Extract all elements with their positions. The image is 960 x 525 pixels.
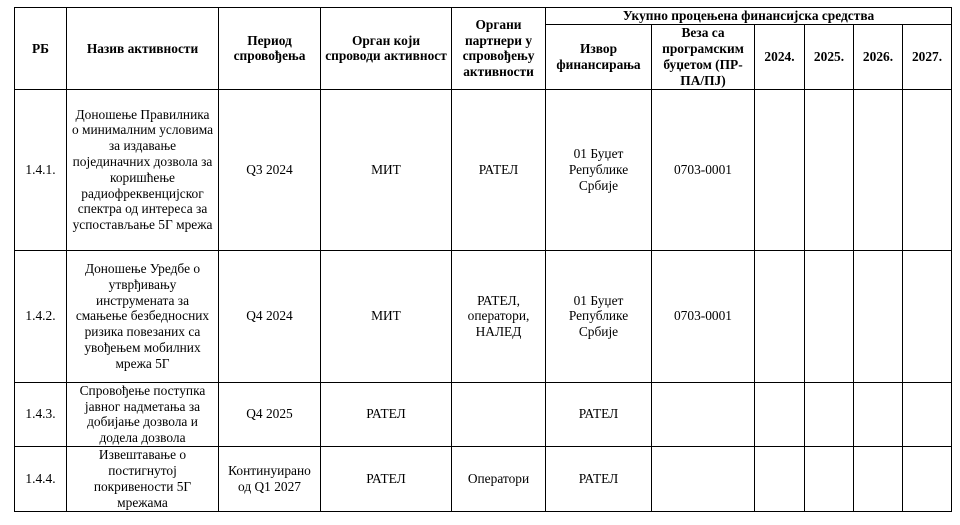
cell-activity-name: Доношење Уредбе о утврђивању инструмената за смањење безбедносних ризика повезаних са увођењем мобилних мрежа 5Г bbox=[67, 250, 219, 382]
cell-year-2027 bbox=[903, 89, 952, 250]
cell-year-2026 bbox=[854, 89, 903, 250]
cell-rb: 1.4.3. bbox=[15, 382, 67, 446]
activity-plan-table bbox=[14, 7, 952, 512]
header-partners: Органи партнери у спровођењу активности bbox=[452, 8, 546, 90]
cell-period: Q4 2025 bbox=[219, 382, 321, 446]
cell-organ: РАТЕЛ bbox=[321, 382, 452, 446]
cell-rb: 1.4.2. bbox=[15, 250, 67, 382]
cell-year-2026 bbox=[854, 446, 903, 511]
cell-year-2025 bbox=[805, 446, 854, 511]
header-activity-name: Назив активности bbox=[67, 8, 219, 90]
cell-year-2025 bbox=[805, 382, 854, 446]
header-program-budget: Веза са програмским буџетом (ПР-ПА/ПЈ) bbox=[652, 24, 755, 89]
table-row bbox=[15, 250, 952, 382]
cell-year-2024 bbox=[755, 446, 805, 511]
cell-organ: РАТЕЛ bbox=[321, 446, 452, 511]
table-row bbox=[15, 89, 952, 250]
header-year-2026: 2026. bbox=[854, 24, 903, 89]
cell-year-2024 bbox=[755, 89, 805, 250]
cell-activity-name: Доношење Правилника о минималним условима за издавање појединачних дозвола за коришћење радиофреквенцијског спектра од интереса за успостављање 5Г мрежа bbox=[67, 89, 219, 250]
cell-program-budget: 0703-0001 bbox=[652, 89, 755, 250]
cell-organ: МИТ bbox=[321, 250, 452, 382]
cell-year-2024 bbox=[755, 382, 805, 446]
cell-partners: РАТЕЛ bbox=[452, 89, 546, 250]
header-year-2027: 2027. bbox=[903, 24, 952, 89]
cell-partners: Оператори bbox=[452, 446, 546, 511]
cell-period: Q3 2024 bbox=[219, 89, 321, 250]
cell-period: Q4 2024 bbox=[219, 250, 321, 382]
cell-program-budget bbox=[652, 446, 755, 511]
header-finance-group: Укупно процењена финансијска средства bbox=[546, 8, 952, 25]
cell-rb: 1.4.1. bbox=[15, 89, 67, 250]
cell-funding-source: РАТЕЛ bbox=[546, 382, 652, 446]
cell-year-2027 bbox=[903, 250, 952, 382]
cell-year-2025 bbox=[805, 89, 854, 250]
table-row bbox=[15, 446, 952, 511]
cell-organ: МИТ bbox=[321, 89, 452, 250]
cell-program-budget bbox=[652, 382, 755, 446]
cell-year-2024 bbox=[755, 250, 805, 382]
cell-rb: 1.4.4. bbox=[15, 446, 67, 511]
header-period: Период спровођења bbox=[219, 8, 321, 90]
cell-year-2026 bbox=[854, 382, 903, 446]
cell-partners: РАТЕЛ, оператори, НАЛЕД bbox=[452, 250, 546, 382]
cell-year-2027 bbox=[903, 446, 952, 511]
cell-year-2026 bbox=[854, 250, 903, 382]
cell-activity-name: Извештавање о постигнутој покривености 5Г мрежама bbox=[67, 446, 219, 511]
cell-activity-name: Спровођење поступка јавног надметања за добијање дозвола и додела дозвола bbox=[67, 382, 219, 446]
cell-funding-source: 01 Буџет Републике Србије bbox=[546, 250, 652, 382]
table-row bbox=[15, 382, 952, 446]
table-header-row-top bbox=[15, 8, 952, 25]
header-rb: РБ bbox=[15, 8, 67, 90]
cell-period: Континуирано од Q1 2027 bbox=[219, 446, 321, 511]
header-funding-source: Извор финансирања bbox=[546, 24, 652, 89]
cell-program-budget: 0703-0001 bbox=[652, 250, 755, 382]
cell-funding-source: РАТЕЛ bbox=[546, 446, 652, 511]
cell-partners bbox=[452, 382, 546, 446]
header-year-2024: 2024. bbox=[755, 24, 805, 89]
cell-year-2027 bbox=[903, 382, 952, 446]
header-organ: Орган који спроводи активност bbox=[321, 8, 452, 90]
header-year-2025: 2025. bbox=[805, 24, 854, 89]
cell-funding-source: 01 Буџет Републике Србије bbox=[546, 89, 652, 250]
cell-year-2025 bbox=[805, 250, 854, 382]
